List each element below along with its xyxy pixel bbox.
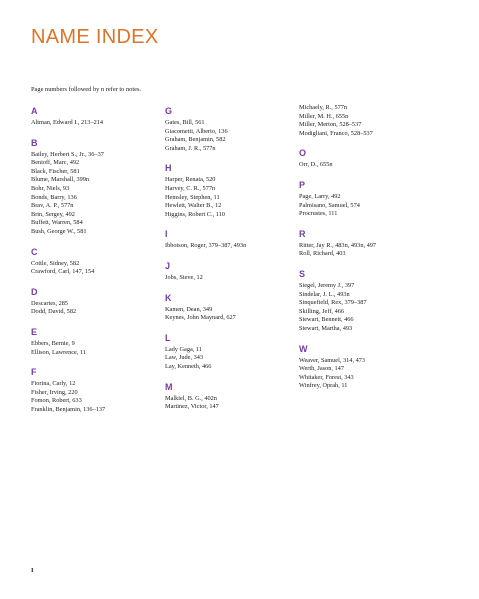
index-entry: Page, Larry, 492: [299, 192, 341, 200]
index-entry: Ibbotson, Roger, 379–387, 493n: [165, 242, 247, 250]
index-entry: Martinez, Victor, 147: [165, 403, 219, 411]
index-entry: Lay, Kenneth, 466: [165, 362, 212, 370]
index-letter-group: [299, 242, 427, 259]
index-entry: Giacometti, Alberto, 136: [165, 127, 228, 135]
index-entry: Palmisano, Samuel, 574: [299, 201, 360, 209]
index-entry: Ellison, Lawrence, 11: [31, 348, 87, 356]
index-entry: Harvey, C. R., 577n: [165, 184, 216, 192]
index-entry: Hewlett, Walter B., 12: [165, 202, 222, 210]
index-entry: Stewart, Martha, 493: [299, 324, 353, 332]
index-letter-heading: I: [165, 229, 168, 240]
index-entry: Winfrey, Oprah, 11: [299, 382, 348, 390]
index-entry: Lady Gaga, 11: [165, 345, 203, 353]
index-entry: Law, Jude, 343: [165, 354, 204, 362]
index-letter-group: [299, 357, 427, 391]
index-entry: Franklin, Benjamin, 136–137: [31, 405, 106, 413]
index-entry: Graham, J. R., 577n: [165, 144, 216, 152]
index-letter-group: [31, 119, 159, 128]
index-entry: Brin, Sergey, 492: [31, 210, 75, 218]
index-column-2: [165, 106, 293, 422]
index-letter-group: [299, 193, 427, 219]
index-letter-group: [31, 380, 159, 414]
index-entry: Keynes, John Maynard, 627: [165, 314, 236, 322]
index-letter-group: [31, 300, 159, 317]
page-title: NAME INDEX: [31, 26, 159, 48]
index-letter-heading: W: [299, 343, 308, 354]
index-entry: Bailey, Herbert S., Jr., 36–37: [31, 150, 104, 158]
index-letter-heading: M: [165, 381, 173, 392]
index-entry: Orr, D., 655n: [299, 161, 333, 169]
index-letter-heading: J: [165, 260, 171, 271]
index-letter-group: [165, 119, 293, 153]
index-entry: Bonds, Barry, 136: [31, 193, 77, 201]
index-letter-heading: K: [165, 292, 172, 303]
index-entry: Miller, M. H., 655n: [299, 112, 349, 120]
index-entry: Brav, A. P., 577n: [31, 202, 74, 210]
index-letter-heading: R: [299, 228, 306, 239]
index-entry: Harper, Renata, 520: [165, 176, 216, 184]
index-letter-heading: F: [31, 367, 37, 378]
index-letter-heading: D: [31, 286, 38, 297]
index-entry: Miller, Merton, 528–537: [299, 121, 362, 129]
index-entry: Gates, Bill, 561: [165, 119, 205, 126]
index-entry: Jobs, Steve, 12: [165, 273, 203, 281]
index-letter-heading: E: [31, 326, 38, 337]
index-entry: Descartes, 285: [31, 299, 69, 307]
index-letter-group: [165, 242, 293, 251]
index-letter-heading: H: [165, 163, 172, 174]
index-letter-group: [165, 306, 293, 323]
index-entry: Ritter, Jay R., 483n, 493n, 497: [299, 241, 377, 249]
index-entry: Bohr, Niels, 93: [31, 184, 70, 192]
index-entry: Malkiel, B. G., 402n: [165, 394, 217, 402]
index-entry: Bush, George W., 581: [31, 227, 87, 235]
index-entry: Modigliani, Franco, 528–537: [299, 129, 373, 137]
index-entry: Skilling, Jeff, 466: [299, 307, 345, 315]
index-letter-heading: L: [165, 332, 171, 343]
index-entry: Cottle, Sidney, 582: [31, 259, 80, 267]
index-entry: Kamen, Dean, 349: [165, 305, 213, 313]
index-entry: Hemsley, Stephen, 11: [165, 193, 220, 201]
index-entry: Siegel, Jeremy J., 397: [299, 281, 355, 289]
index-column-1: [31, 106, 159, 424]
index-entry: Ebbers, Bernie, 9: [31, 339, 75, 347]
index-letter-heading: C: [31, 246, 38, 257]
index-letter-group: [165, 346, 293, 372]
index-entry: Higgins, Robert C., 110: [165, 210, 225, 218]
index-letter-group: [31, 340, 159, 357]
index-entry: Fisher, Irving, 220: [31, 388, 78, 396]
index-entry: Altman, Edward I., 213–214: [31, 119, 104, 126]
index-entry: Graham, Benjamin, 582: [165, 136, 226, 144]
index-entry: Black, Fischer, 581: [31, 167, 80, 175]
index-entry: Fiorina, Carly, 12: [31, 380, 76, 388]
index-letter-heading: O: [299, 148, 307, 159]
index-letter-heading: S: [299, 268, 306, 279]
index-entry: Werth, Jason, 147: [299, 365, 344, 373]
index-entry: Sinquefield, Rex, 379–387: [299, 299, 367, 307]
index-entry: Roll, Richard, 403: [299, 250, 346, 258]
index-note: Page numbers followed by n refer to notes.: [31, 86, 142, 93]
index-entry: Procrustes, 111: [299, 210, 338, 218]
index-entry: Whitaker, Forest, 343: [299, 373, 354, 381]
index-letter-group: [165, 176, 293, 219]
index-letter-group: [299, 104, 427, 138]
index-entry: Stewart, Bennett, 466: [299, 316, 354, 324]
index-entry: Michaely, R., 577n: [299, 104, 348, 111]
index-letter-group: [165, 274, 293, 283]
index-entry: Weaver, Samuel, 314, 473: [299, 356, 366, 364]
index-letter-heading: A: [31, 106, 38, 116]
index-letter-heading: G: [165, 106, 173, 116]
index-entry: Benioff, Marc, 492: [31, 159, 80, 167]
index-letter-group: [299, 161, 427, 170]
index-entry: Dodd, David, 582: [31, 308, 77, 316]
index-entry: Blume, Marshall, 399n: [31, 176, 90, 184]
index-column-3: [299, 104, 427, 401]
index-entry: Fomon, Robert, 633: [31, 397, 82, 405]
index-letter-group: [31, 151, 159, 237]
index-letter-group: [31, 260, 159, 277]
index-entry: Sindelar, J. L., 493n: [299, 290, 350, 298]
index-entry: Buffett, Warren, 584: [31, 219, 83, 227]
index-entry: Crawford, Carl, 147, 154: [31, 268, 95, 276]
index-letter-group: [299, 282, 427, 334]
page-number: I: [31, 567, 34, 574]
index-letter-group: [165, 395, 293, 412]
index-letter-heading: B: [31, 137, 38, 148]
index-letter-heading: P: [299, 179, 306, 190]
